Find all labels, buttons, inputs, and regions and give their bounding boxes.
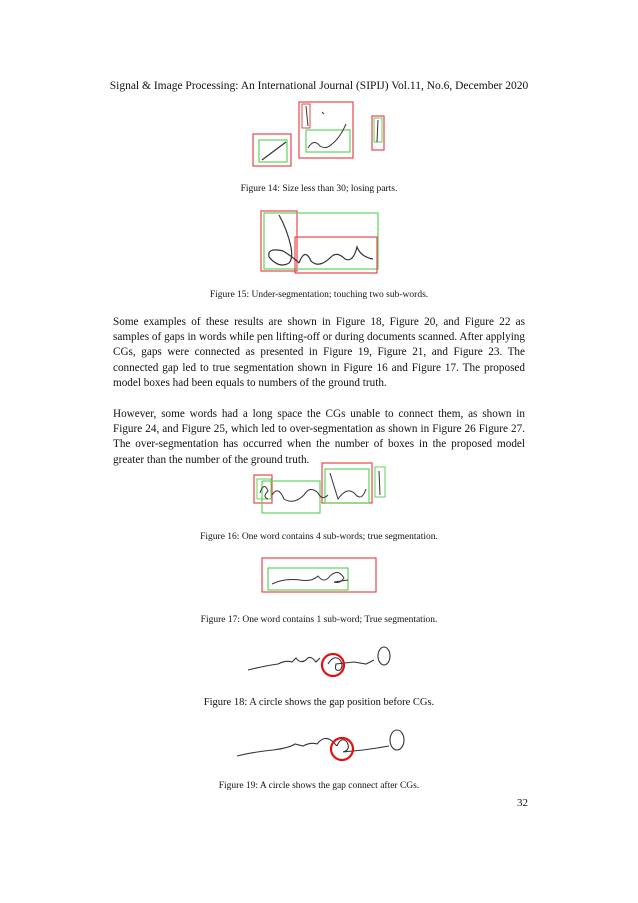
figure-15-image xyxy=(257,207,382,275)
figure-17-caption: Figure 17: One word contains 1 sub-word; True segmentation. xyxy=(200,615,438,625)
figure-19-image xyxy=(233,722,408,770)
page-number: 32 xyxy=(517,797,528,809)
running-header: Signal & Image Processing: An International Journal (SIPIJ) Vol.11, No.6, December 2020 xyxy=(109,80,529,92)
figure-15-caption: Figure 15: Under-segmentation; touching two sub-words. xyxy=(209,290,429,300)
figure-18-image xyxy=(244,640,394,684)
figure-16-image xyxy=(252,461,387,516)
figure-14-caption: Figure 14: Size less than 30; losing parts. xyxy=(240,184,398,194)
figure-18-caption: Figure 18: A circle shows the gap position before CGs. xyxy=(203,697,435,708)
figure-19-caption: Figure 19: A circle shows the gap connect after CGs. xyxy=(218,781,420,791)
figure-14-image xyxy=(250,100,390,170)
figure-17-image xyxy=(260,556,378,596)
figure-16-caption: Figure 16: One word contains 4 sub-words; true segmentation. xyxy=(200,532,438,542)
paragraph-2: However, some words had a long space the CGs unable to connect them, as shown in Figure 24, and Figure 25, which led to over-segmentation as shown in Figure 26 Figure 27. The over-segmentation has occurred when the number of boxes in the proposed model greater than the number of the ground truth. xyxy=(113,408,525,466)
paragraph-1: Some examples of these results are shown in Figure 18, Figure 20, and Figure 22 as samples of gaps in words while pen lifting-off or during documents scanned. After applying CGs, gaps were connected as presented in Figure 19, Figure 21, and Figure 23. The connected gap led to true segmentation shown in Figure 16 and Figure 17. The proposed model boxes had been equals to numbers of the ground truth. xyxy=(113,316,525,389)
